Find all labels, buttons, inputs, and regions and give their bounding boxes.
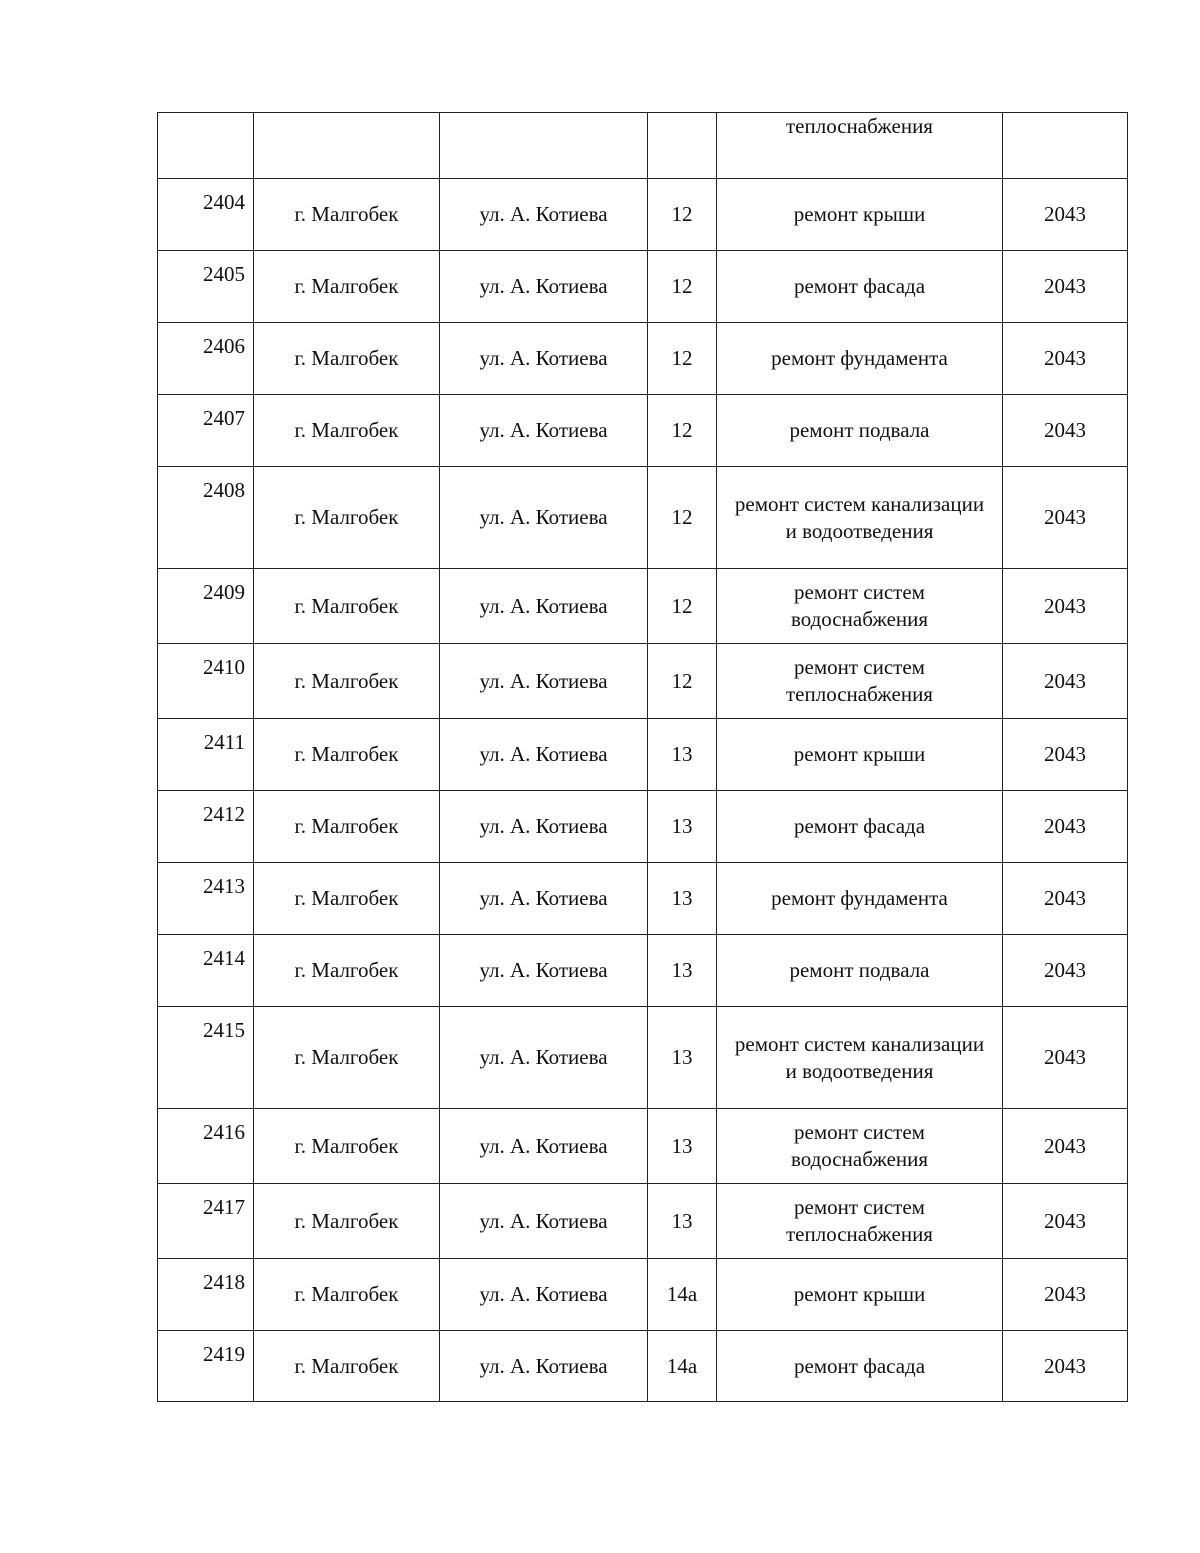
cell-number: 2411: [158, 719, 254, 791]
cell-work-type: ремонт фундамента: [717, 863, 1003, 935]
cell-number: 2408: [158, 467, 254, 569]
cell-number: 2405: [158, 251, 254, 323]
cell-year: 2043: [1003, 644, 1128, 719]
table-row: [158, 863, 1128, 935]
cell-number: 2407: [158, 395, 254, 467]
cell-house: 14а: [648, 1331, 717, 1402]
cell-street: ул. А. Котиева: [440, 791, 648, 863]
table-row: [158, 251, 1128, 323]
cell-city: г. Малгобек: [254, 1259, 440, 1331]
cell-year: [1003, 113, 1128, 179]
cell-work-type: ремонт систем канализации и водоотведения: [717, 467, 1003, 569]
repair-schedule-table: [157, 112, 1128, 1402]
cell-house: 14а: [648, 1259, 717, 1331]
cell-street: ул. А. Котиева: [440, 1331, 648, 1402]
cell-city: г. Малгобек: [254, 179, 440, 251]
cell-number: 2419: [158, 1331, 254, 1402]
cell-street: ул. А. Котиева: [440, 1109, 648, 1184]
table-row: [158, 935, 1128, 1007]
cell-house: 12: [648, 395, 717, 467]
cell-house: [648, 113, 717, 179]
cell-work-type: ремонт фасада: [717, 1331, 1003, 1402]
table-row: [158, 1007, 1128, 1109]
table-body: [158, 113, 1128, 1402]
cell-street: [440, 113, 648, 179]
cell-street: ул. А. Котиева: [440, 395, 648, 467]
cell-street: ул. А. Котиева: [440, 467, 648, 569]
cell-city: г. Малгобек: [254, 323, 440, 395]
cell-house: 12: [648, 644, 717, 719]
cell-house: 12: [648, 467, 717, 569]
cell-house: 12: [648, 323, 717, 395]
cell-city: г. Малгобек: [254, 467, 440, 569]
cell-house: 13: [648, 1184, 717, 1259]
cell-work-type: ремонт систем водоснабжения: [717, 1109, 1003, 1184]
cell-city: г. Малгобек: [254, 1007, 440, 1109]
table-row: [158, 323, 1128, 395]
cell-house: 13: [648, 719, 717, 791]
cell-house: 13: [648, 1109, 717, 1184]
cell-year: 2043: [1003, 791, 1128, 863]
cell-year: 2043: [1003, 179, 1128, 251]
cell-year: 2043: [1003, 1184, 1128, 1259]
table-row: [158, 179, 1128, 251]
cell-city: г. Малгобек: [254, 791, 440, 863]
cell-street: ул. А. Котиева: [440, 935, 648, 1007]
table-row: [158, 1331, 1128, 1402]
cell-house: 13: [648, 935, 717, 1007]
table-row: [158, 1109, 1128, 1184]
cell-number: 2413: [158, 863, 254, 935]
table-row: [158, 791, 1128, 863]
cell-city: г. Малгобек: [254, 395, 440, 467]
cell-city: г. Малгобек: [254, 863, 440, 935]
cell-house: 13: [648, 863, 717, 935]
table-row: [158, 467, 1128, 569]
table-row: [158, 1184, 1128, 1259]
cell-street: ул. А. Котиева: [440, 719, 648, 791]
cell-work-type: ремонт подвала: [717, 935, 1003, 1007]
cell-work-type: ремонт крыши: [717, 1259, 1003, 1331]
cell-work-type: ремонт систем канализации и водоотведения: [717, 1007, 1003, 1109]
table-row: [158, 719, 1128, 791]
cell-year: 2043: [1003, 467, 1128, 569]
cell-house: 12: [648, 179, 717, 251]
cell-year: 2043: [1003, 863, 1128, 935]
cell-work-type: ремонт подвала: [717, 395, 1003, 467]
cell-work-type: ремонт крыши: [717, 719, 1003, 791]
cell-year: 2043: [1003, 1109, 1128, 1184]
cell-work-type: ремонт фундамента: [717, 323, 1003, 395]
cell-work-type: теплоснабжения: [717, 113, 1003, 179]
cell-year: 2043: [1003, 323, 1128, 395]
table-row-continuation: [158, 113, 1128, 179]
cell-city: г. Малгобек: [254, 719, 440, 791]
table-row: [158, 569, 1128, 644]
cell-city: г. Малгобек: [254, 251, 440, 323]
cell-city: г. Малгобек: [254, 1109, 440, 1184]
cell-street: ул. А. Котиева: [440, 1259, 648, 1331]
cell-work-type: ремонт систем теплоснабжения: [717, 644, 1003, 719]
cell-house: 13: [648, 1007, 717, 1109]
cell-year: 2043: [1003, 395, 1128, 467]
cell-city: г. Малгобек: [254, 644, 440, 719]
cell-year: 2043: [1003, 569, 1128, 644]
cell-number: 2412: [158, 791, 254, 863]
cell-number: 2404: [158, 179, 254, 251]
cell-house: 12: [648, 569, 717, 644]
cell-year: 2043: [1003, 719, 1128, 791]
cell-number: 2417: [158, 1184, 254, 1259]
table-row: [158, 644, 1128, 719]
cell-number: 2410: [158, 644, 254, 719]
cell-house: 13: [648, 791, 717, 863]
table-row: [158, 395, 1128, 467]
cell-city: г. Малгобек: [254, 1331, 440, 1402]
cell-year: 2043: [1003, 935, 1128, 1007]
cell-street: ул. А. Котиева: [440, 323, 648, 395]
cell-street: ул. А. Котиева: [440, 1184, 648, 1259]
cell-street: ул. А. Котиева: [440, 1007, 648, 1109]
cell-city: г. Малгобек: [254, 935, 440, 1007]
cell-number: [158, 113, 254, 179]
cell-work-type: ремонт фасада: [717, 791, 1003, 863]
cell-work-type: ремонт крыши: [717, 179, 1003, 251]
cell-year: 2043: [1003, 251, 1128, 323]
cell-number: 2414: [158, 935, 254, 1007]
cell-number: 2409: [158, 569, 254, 644]
cell-year: 2043: [1003, 1007, 1128, 1109]
cell-number: 2406: [158, 323, 254, 395]
cell-number: 2415: [158, 1007, 254, 1109]
cell-house: 12: [648, 251, 717, 323]
cell-number: 2418: [158, 1259, 254, 1331]
cell-work-type: ремонт систем водоснабжения: [717, 569, 1003, 644]
cell-work-type: ремонт систем теплоснабжения: [717, 1184, 1003, 1259]
cell-city: [254, 113, 440, 179]
cell-number: 2416: [158, 1109, 254, 1184]
cell-street: ул. А. Котиева: [440, 569, 648, 644]
cell-street: ул. А. Котиева: [440, 644, 648, 719]
cell-year: 2043: [1003, 1331, 1128, 1402]
cell-city: г. Малгобек: [254, 1184, 440, 1259]
cell-street: ул. А. Котиева: [440, 251, 648, 323]
table-row: [158, 1259, 1128, 1331]
cell-work-type: ремонт фасада: [717, 251, 1003, 323]
cell-city: г. Малгобек: [254, 569, 440, 644]
cell-street: ул. А. Котиева: [440, 863, 648, 935]
cell-street: ул. А. Котиева: [440, 179, 648, 251]
cell-year: 2043: [1003, 1259, 1128, 1331]
